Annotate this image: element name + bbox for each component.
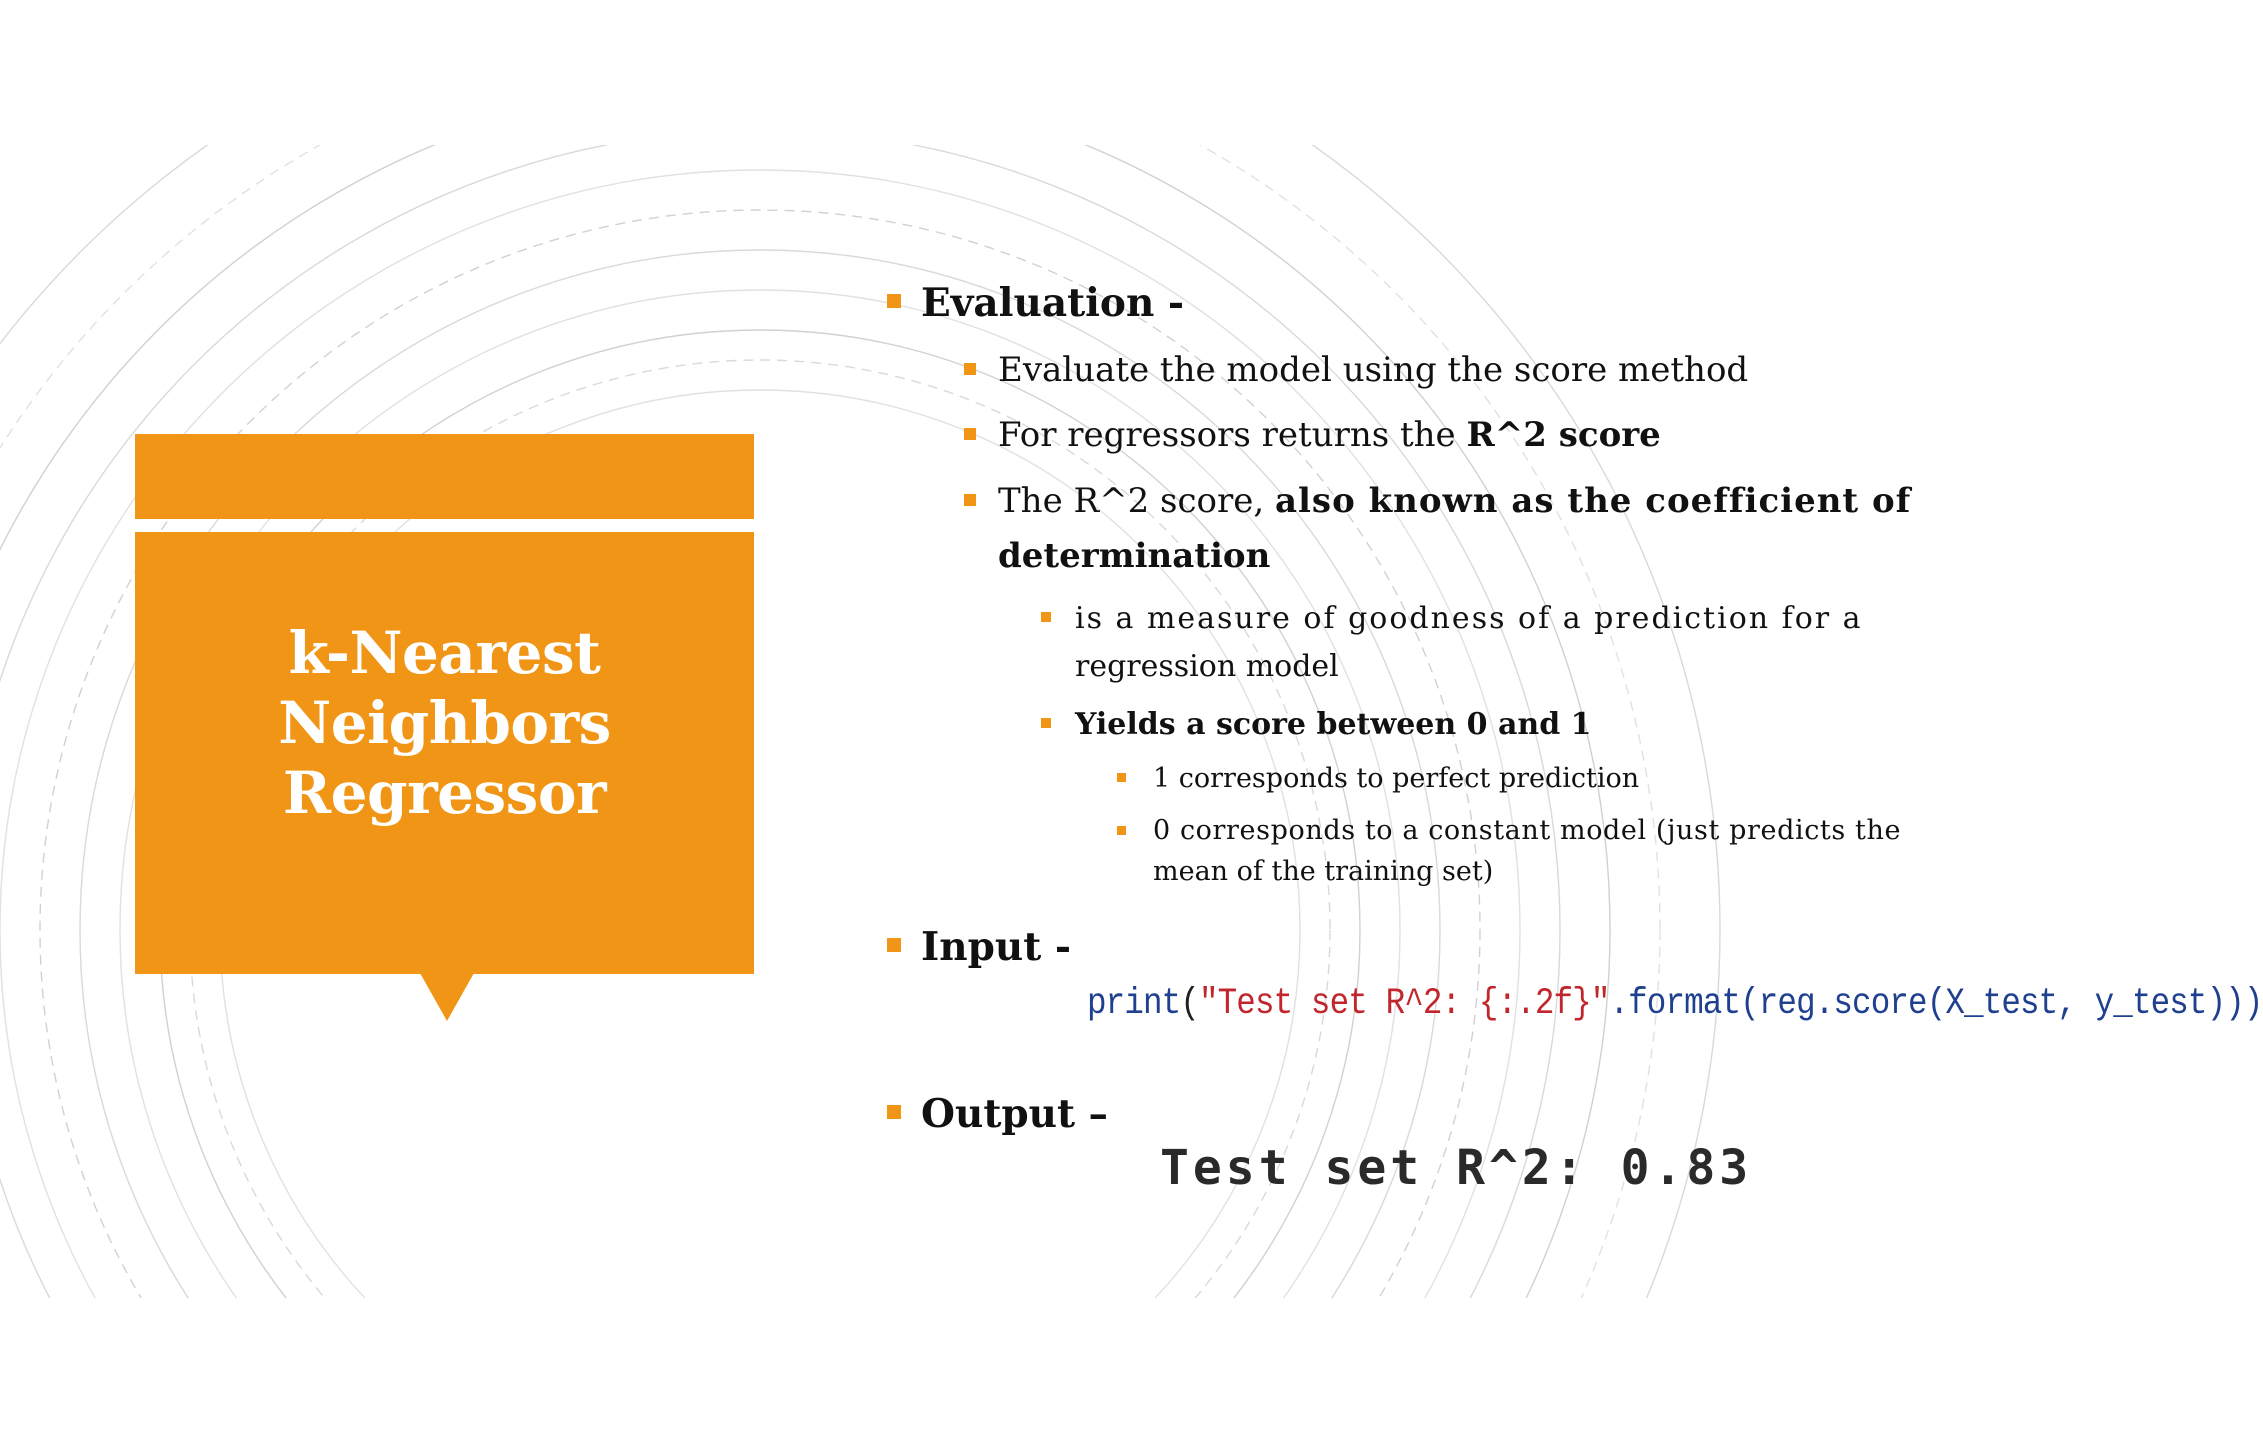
evaluation-sub-2: Yields a score between 0 and 1	[1075, 707, 1592, 742]
evaluation-subsub-2: 0 corresponds to a constant model (just predicts the	[1153, 815, 1902, 846]
item-bold-text: also known as the coefficient of	[1274, 481, 1912, 521]
evaluation-item-2	[998, 415, 1661, 455]
output-heading: Output –	[921, 1091, 1109, 1137]
output-result: Test set R^2: 0.83	[1160, 1140, 1753, 1196]
evaluation-heading: Evaluation -	[921, 280, 1185, 326]
code-paren: (	[1180, 983, 1199, 1025]
item-text: For regressors returns the	[998, 415, 1467, 455]
evaluation-sub-1-continued: regression model	[1075, 649, 1339, 684]
evaluation-sub-1: is a measure of goodness of a prediction for a	[1075, 601, 1863, 636]
bullet-icon	[964, 428, 976, 440]
title-line: k-Nearest	[288, 619, 601, 687]
bullet-icon	[1117, 826, 1126, 835]
evaluation-item-3	[998, 481, 1911, 521]
code-function: print	[1087, 983, 1181, 1025]
code-string: "Test set R^2: {:.2f}"	[1198, 983, 1610, 1025]
evaluation-item-3-continued	[998, 536, 1270, 576]
item-bold-text: determination	[998, 536, 1271, 576]
title-line: Neighbors	[278, 689, 611, 757]
evaluation-subsub-2-continued: mean of the training set)	[1153, 856, 1494, 887]
input-heading: Input -	[921, 924, 1072, 970]
bullet-icon	[1041, 718, 1051, 728]
title-line: Regressor	[282, 759, 607, 827]
bullet-icon	[887, 1105, 901, 1119]
item-text: The R^2 score,	[998, 481, 1275, 521]
item-bold-text: R^2 score	[1466, 415, 1661, 455]
bullet-icon	[1041, 612, 1051, 622]
evaluation-subsub-1: 1 corresponds to perfect prediction	[1153, 763, 1640, 794]
bullet-icon	[1117, 773, 1126, 782]
evaluation-item-1: Evaluate the model using the score method	[998, 350, 1749, 390]
bullet-icon	[964, 494, 976, 506]
code-method-call: .format(reg.score(X_test, y_test)))	[1609, 983, 2263, 1025]
bullet-icon	[964, 363, 976, 375]
bullet-icon	[887, 294, 901, 308]
bullet-icon	[887, 938, 901, 952]
input-code	[1087, 983, 2263, 1025]
